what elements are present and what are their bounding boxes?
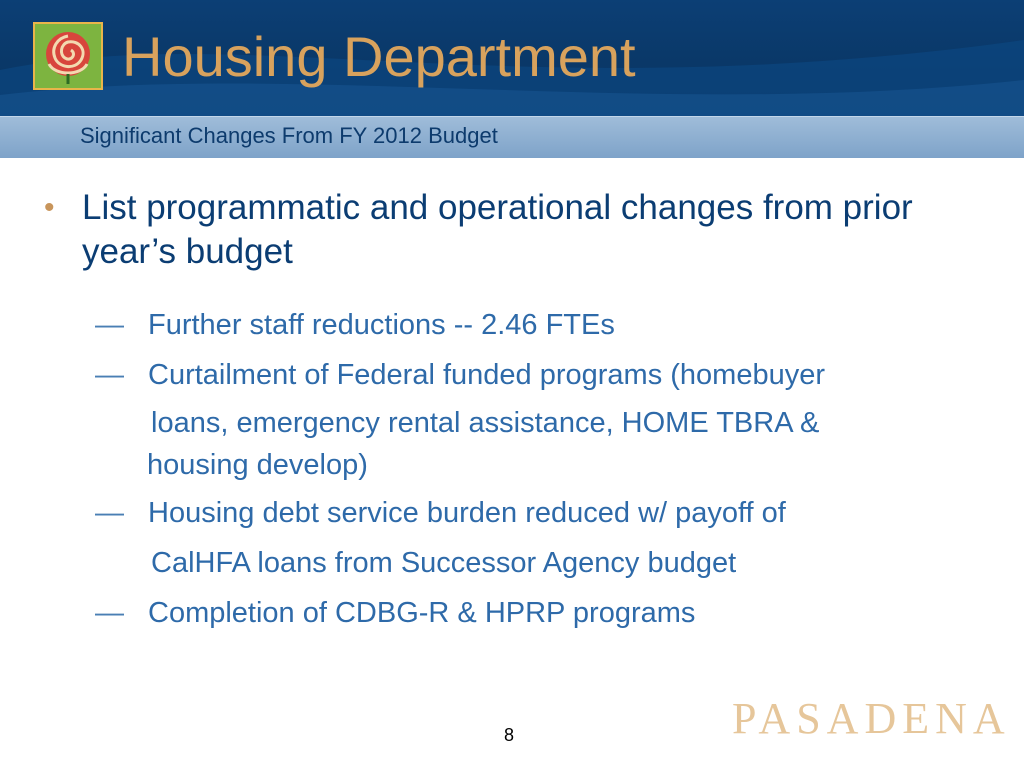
sub-bullet-item [95, 593, 695, 633]
sub-bullet-text: Further staff reductions -- 2.46 FTEs [148, 309, 615, 341]
page-subtitle: Significant Changes From FY 2012 Budget [80, 123, 498, 148]
sub-bullet-continuation: housing develop) [147, 449, 368, 481]
sub-bullet-text: Housing debt service burden reduced w/ payoff of [148, 497, 786, 529]
page-number: 8 [504, 725, 515, 745]
page-title: Housing Department [122, 25, 636, 88]
sub-bullet-item [95, 355, 825, 395]
sub-bullet-text: Completion of CDBG-R & HPRP programs [148, 597, 696, 629]
rose-logo-icon [33, 22, 103, 90]
main-bullet-text: List programmatic and operational changes from prior year’s budget [82, 188, 913, 271]
dash-icon: — [95, 597, 124, 629]
main-bullet [44, 186, 984, 274]
dash-icon: — [95, 359, 124, 391]
dash-icon: — [95, 309, 124, 341]
dash-icon: — [95, 497, 124, 529]
sub-bullet-text: Curtailment of Federal funded programs (homebuyer [148, 359, 825, 391]
sub-bullet-item [95, 493, 786, 533]
sub-bullet-continuation: loans, emergency rental assistance, HOME TBRA & [151, 407, 820, 439]
sub-bullet-continuation: CalHFA loans from Successor Agency budget [151, 547, 737, 579]
sub-bullet-item [95, 305, 615, 345]
bullet-dot-icon: • [44, 191, 55, 224]
pasadena-brand-logo: PASADENA [732, 694, 1011, 743]
